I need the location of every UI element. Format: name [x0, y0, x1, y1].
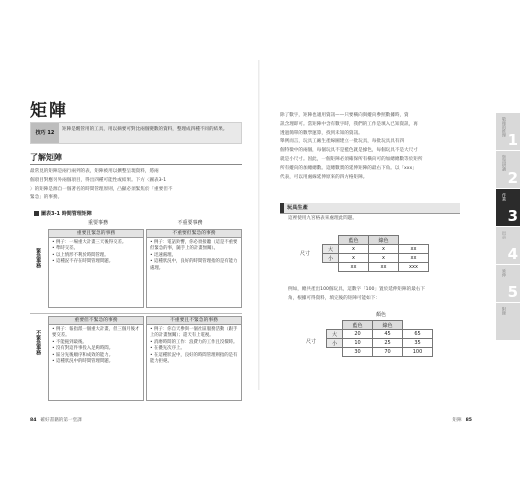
side-tab-label: 作業 — [502, 193, 507, 201]
row-header: 大 — [327, 330, 343, 339]
side-tab-number: 5 — [507, 283, 518, 301]
table-cell: x — [339, 254, 369, 263]
quadrant-body — [146, 325, 242, 401]
section-marker-icon — [280, 203, 284, 213]
table-cell: 45 — [373, 330, 403, 339]
column-header: 藍色 — [339, 236, 369, 245]
quadrant-title: 不重要但緊急的事務 — [146, 229, 242, 238]
quadrant-bullet: • 例子：電話鈴響，你必須接聽（這是不重要但緊急的事，隨手上的計畫無關）。 — [150, 240, 238, 252]
quadrant-bullet: • 例子：你自天參與一個社區服務活動（跟手上的計畫無關）；還天有上電視。 — [150, 327, 238, 339]
side-tab-1[interactable] — [496, 112, 520, 150]
figure-marker-icon — [34, 211, 39, 216]
tip-box — [30, 122, 242, 144]
side-tab-2[interactable] — [496, 150, 520, 188]
quadrant-title: 不重要且不緊急的事務 — [146, 316, 242, 325]
intro-line: 所有縱向的加總總數。這總數實的延伸矩陣的最右下角。以「xxx」 — [280, 165, 417, 171]
quadrant-bullet: • 沒有對這件事投入足夠時間。 — [52, 346, 114, 352]
section-title: 了解矩陣 — [30, 153, 62, 162]
side-tab-appendix[interactable] — [496, 302, 520, 340]
intro-line: 透過簡單的數學運算，找到未知的資訊。 — [280, 130, 363, 136]
intro-line: 個特徵中的兩個，每個玩具不是藍色就是綠色，每個玩具不是大尺寸 — [280, 148, 418, 154]
size-label: 尺寸 — [306, 339, 317, 345]
quadrant-bullet: • 消磨時間的工作：浪費力的工作且沒價時。 — [150, 339, 238, 345]
table-cell: 10 — [343, 339, 373, 348]
example-paragraph — [288, 286, 468, 304]
quadrant-bullet: • 例子：一場重大計畫三天後得交差。 — [52, 240, 127, 245]
side-tab-label: 延伸 — [502, 269, 507, 277]
side-tab-number: 3 — [507, 207, 518, 225]
size-label: 尺寸 — [300, 251, 311, 257]
quadrant-bullet: • 在優先次序上。 — [150, 346, 185, 352]
side-tab-label: 出示 — [502, 231, 507, 239]
quadrant-bullet: • 在這種狀況中，良好的時間管理則指的是有能力拒絕。 — [150, 352, 238, 365]
table-cell: 25 — [373, 339, 403, 348]
toy-section-header — [280, 203, 460, 213]
table-cell: xx — [399, 254, 429, 263]
matrix-col-header: 不重要事務 — [177, 220, 203, 226]
quadrant-bullet: • 這種況不存在時間管理問題。 — [52, 259, 114, 265]
chapter-title: 矩陣 — [30, 101, 68, 121]
side-tab-5[interactable] — [496, 264, 520, 302]
quadrant-bullet: • 以上情形不利於時間管理。 — [52, 252, 109, 258]
tip-text: 矩陣是醒管用的工具，用以摘要可對比兩個變數的資料，整理成四種不同的結果。 — [62, 127, 228, 132]
matrix-row-label: 緊急事務 — [35, 248, 42, 268]
figure-label — [34, 210, 92, 217]
toy-section-divider — [280, 213, 460, 214]
column-header: 綠色 — [369, 236, 399, 245]
side-tab-label: 附錄 — [502, 307, 507, 315]
running-title: 矩陣 — [452, 418, 462, 423]
toy-description: 這裡使用九宮格表來處理此問題。 — [288, 216, 357, 221]
figure-label-text: 圖表3-1 時間管理矩陣 — [41, 211, 92, 217]
table-cell: 30 — [343, 348, 373, 357]
quadrant-body — [48, 238, 144, 308]
table-cell: xx — [399, 245, 429, 254]
example-line: 例如，總共產出100個玩具，這數字「100」置於延伸矩陣的最右下 — [288, 287, 425, 292]
example-line: 角，根據可得資料，填完後的矩陣可能如下： — [288, 295, 380, 301]
page-number: 84 — [30, 418, 37, 423]
table-cell: xx — [339, 263, 369, 272]
intro-line: 除了數字，矩陣也適用資訊——只要橫向與縱向參照數據時，資 — [280, 113, 409, 118]
table-cell: 70 — [373, 348, 403, 357]
matrix-row-label: 不緊急事務 — [35, 330, 42, 355]
quadrant-bullet: • 例子：報指派一個重大計畫，但三個月後才要交差。 — [52, 327, 140, 339]
quadrant-bullet: • 區分先後順序和成效的能力。 — [52, 352, 114, 358]
row-header: 大 — [323, 245, 339, 254]
quadrant-bullet: • 這種狀況中，良好的時間管理指的是有能力處理。 — [150, 259, 238, 271]
quadrant-body — [146, 238, 242, 308]
right-intro-paragraph — [280, 112, 466, 182]
toy-matrix-filled — [326, 320, 433, 357]
table-cell: 65 — [403, 330, 433, 339]
side-tab-3[interactable] — [496, 188, 520, 226]
row-header: 小 — [323, 254, 339, 263]
toy-section-title: 玩具生產 — [287, 205, 308, 211]
running-title: 確好書籍的第一堂課 — [40, 418, 82, 423]
column-header: 綠色 — [373, 321, 403, 330]
side-tab-number: 1 — [507, 131, 518, 149]
quadrant-title: 重要且緊急的事務 — [48, 229, 144, 238]
left-footer — [30, 417, 82, 423]
quadrant-bullet: • 準時交差。 — [52, 246, 78, 252]
intro-line: 就是小尺寸。因此，一個矩陣必須確保所有橫向可的加總總數等於矩所 — [280, 156, 423, 162]
table-cell: x — [369, 245, 399, 254]
color-label: 顏色 — [376, 312, 387, 318]
side-tab-4[interactable] — [496, 226, 520, 264]
table-cell: xxx — [399, 263, 429, 272]
intro-line: 代表，可以用處線延伸原來的四方格矩陣。 — [280, 174, 368, 180]
side-tab-number: 4 — [507, 245, 518, 263]
toy-matrix-template — [322, 235, 429, 272]
side-tab-label: 敬後的推理 — [502, 117, 507, 137]
table-cell: 35 — [403, 339, 433, 348]
page-number: 85 — [465, 418, 472, 423]
intro-line: 舉例而言，玩具工廠生產線圖建立一批玩具，每批玩具具有四 — [280, 139, 405, 145]
intro-line: 個項目對應另外兩個項目，得出四種可能性或結果。下方〈圖表3-1 — [30, 177, 167, 183]
table-cell: 20 — [343, 330, 373, 339]
table-cell: x — [369, 254, 399, 263]
intro-line: 〉的矩陣是源自一個著名的時間管理原則，凸顯必須緊焦於「重要但不 — [30, 186, 173, 192]
matrix-col-header: 重要事務 — [87, 220, 108, 226]
matrix-row-divider — [30, 313, 242, 314]
table-cell: x — [339, 245, 369, 254]
side-tab-number: 2 — [507, 169, 518, 187]
table-cell: 100 — [403, 348, 433, 357]
section-divider — [30, 164, 242, 165]
tip-label: 技巧 12 — [31, 123, 59, 143]
side-tab-label: 資訊研讀 — [502, 155, 507, 171]
quadrant-bullet: • 不能拖到最後。 — [52, 339, 87, 345]
intro-line: 訊含理即可。當矩陣中含有數字時，我們的工作是填入已知資訊，再 — [280, 121, 418, 127]
quadrant-body — [48, 325, 144, 401]
quadrant-bullet: • 迅速處理。 — [150, 252, 176, 258]
quadrant-bullet: • 這種狀況中的時間管理問題。 — [52, 359, 114, 365]
column-header: 藍色 — [343, 321, 373, 330]
intro-line: 緊急」的事務。 — [30, 195, 63, 201]
quadrant-title: 重要但不緊急的事務 — [48, 316, 144, 325]
row-header: 小 — [327, 339, 343, 348]
intro-line: 最常見的矩陣是兩行兩列的表，矩陣被用以擴整呈現資料，將兩 — [30, 169, 159, 174]
intro-paragraph — [30, 168, 242, 203]
right-footer — [452, 417, 472, 423]
table-cell: xx — [369, 263, 399, 272]
